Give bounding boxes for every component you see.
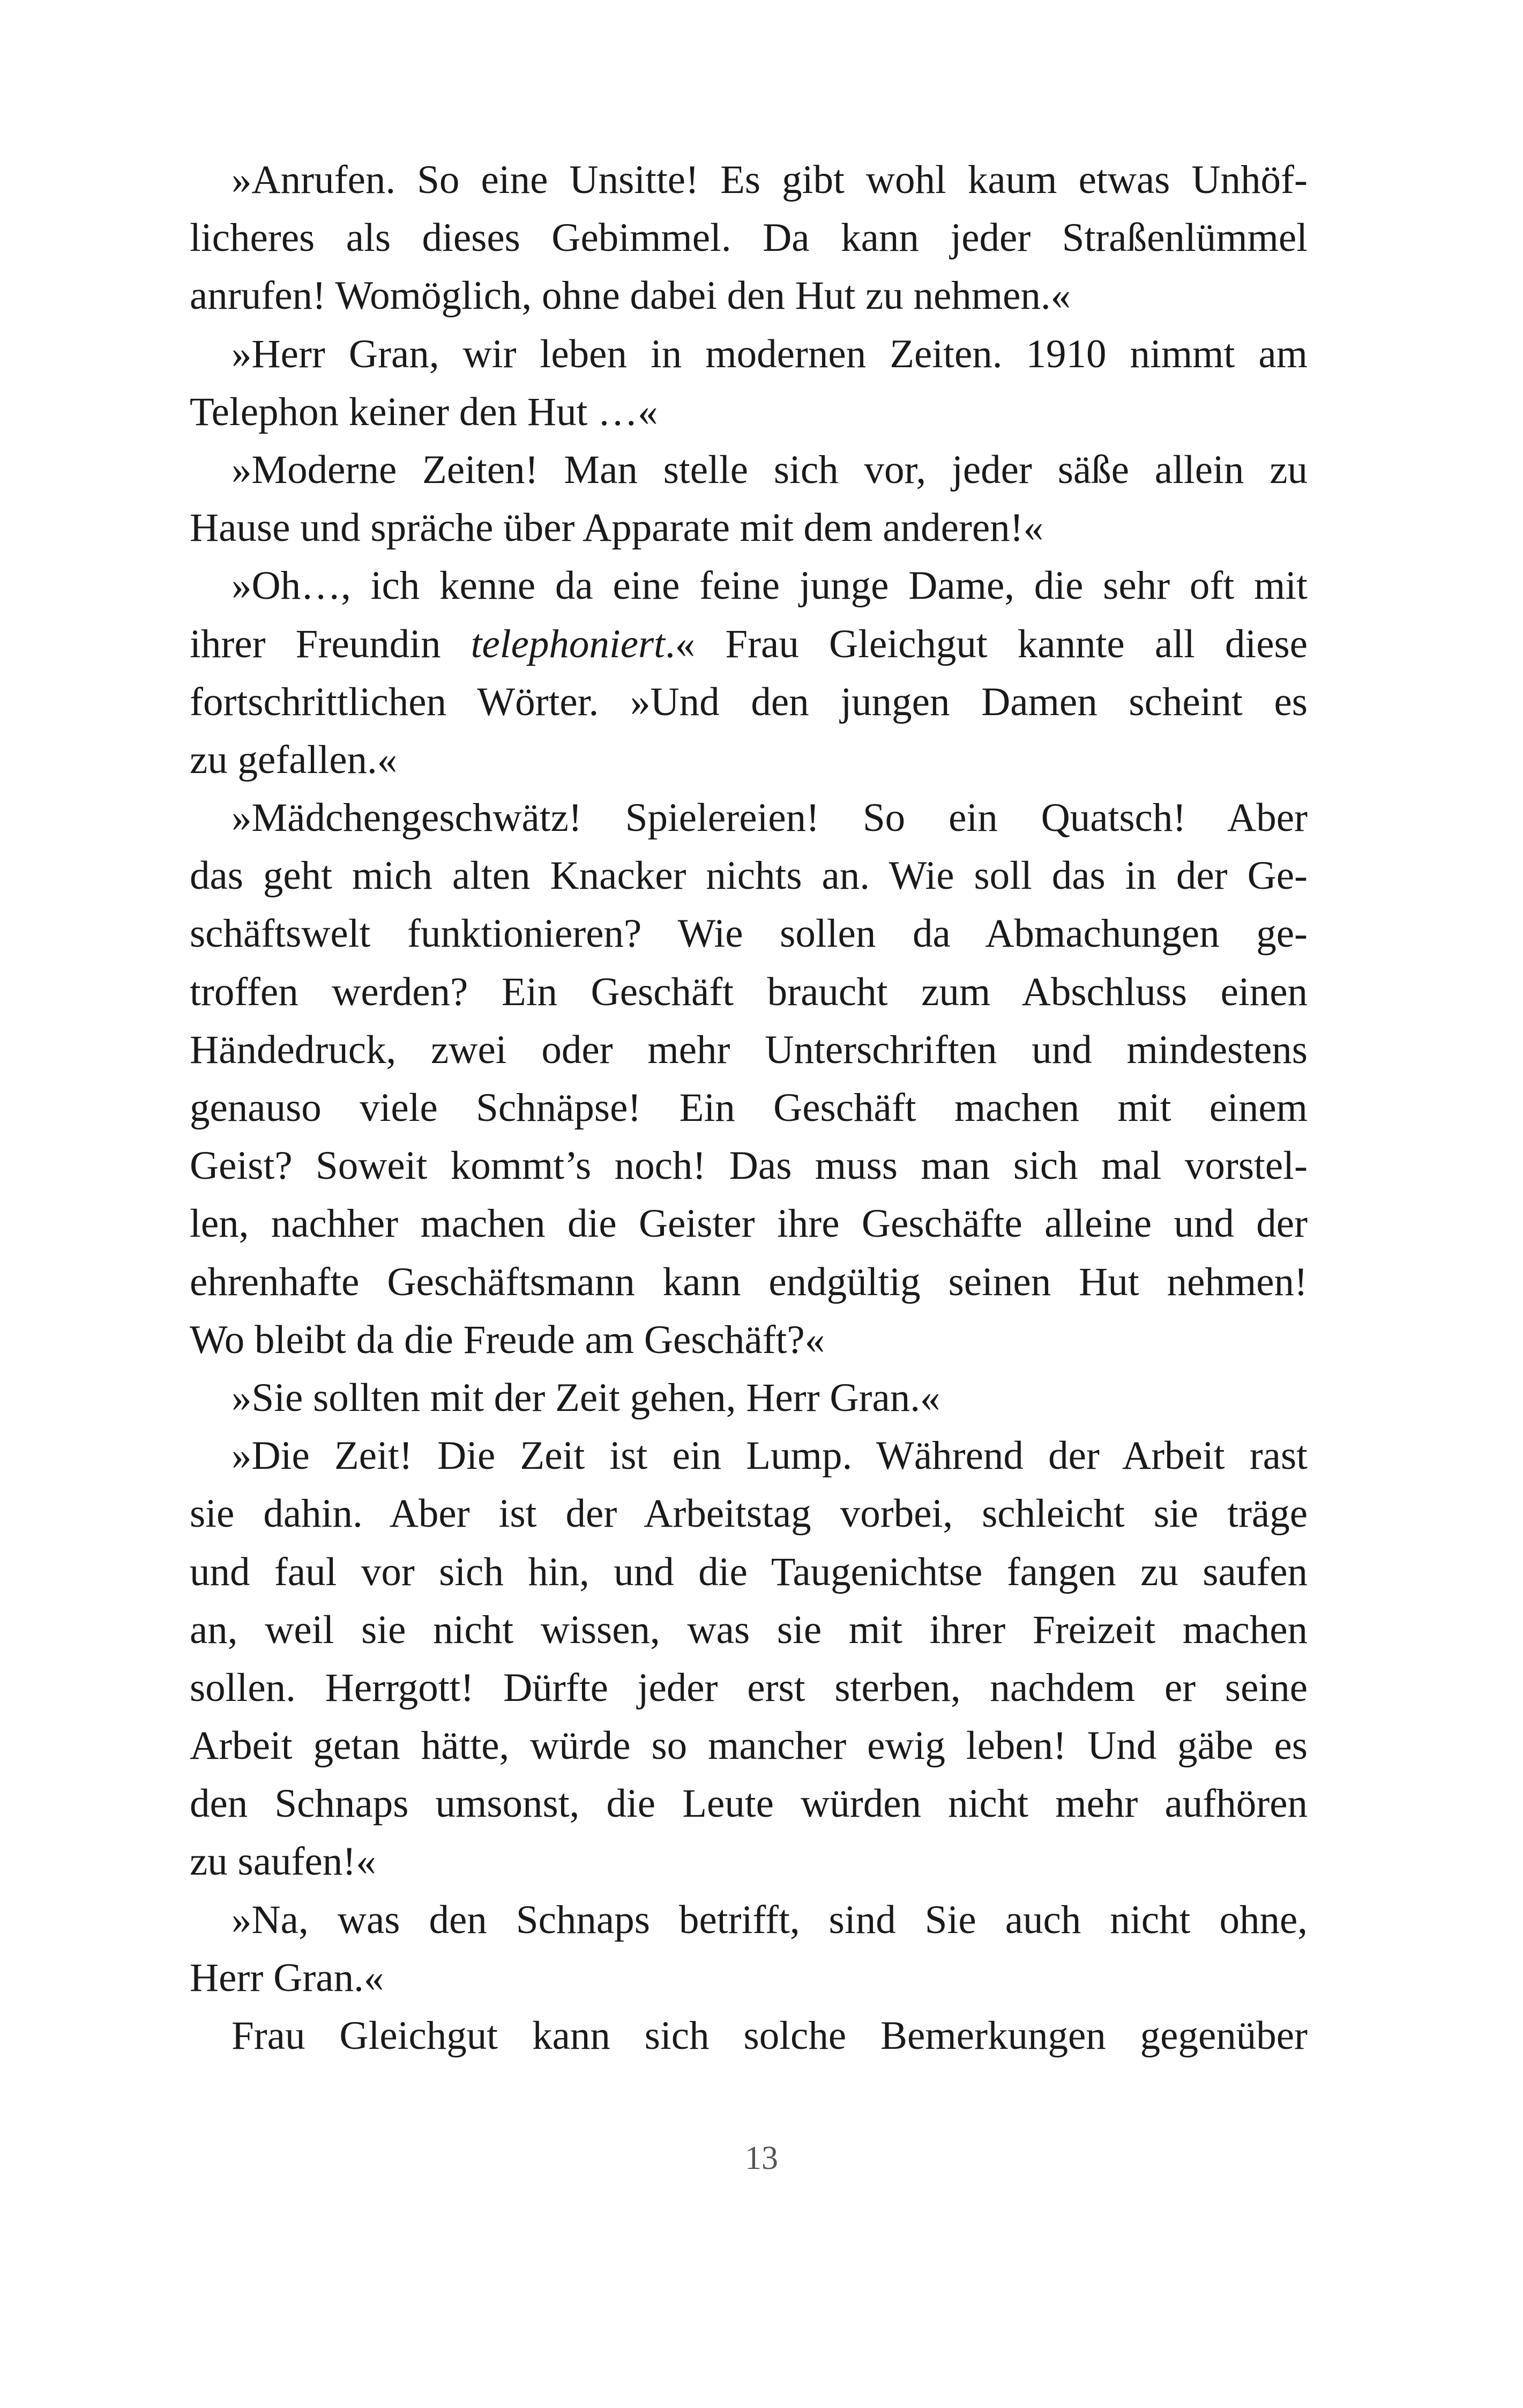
text-line: »Anrufen. So eine Unsitte! Es gibt wohl kaum etwas Unhöf- <box>232 158 1308 202</box>
text-line: Hause und spräche über Apparate mit dem anderen!« <box>190 506 1044 551</box>
text-line: Händedruck, zwei oder mehr Unterschriften und mindestens <box>190 1027 1308 1072</box>
text-line: Geist? Soweit kommt’s noch! Das muss man sich mal vorstel- <box>190 1143 1308 1188</box>
page-number: 13 <box>745 2140 778 2176</box>
text-line: ehrenhafte Geschäftsmann kann endgültig seinen Hut nehmen! <box>190 1259 1308 1304</box>
text-line: Herr Gran.« <box>190 1955 384 2000</box>
text-line: zu gefallen.« <box>190 737 398 782</box>
text-line: Arbeit getan hätte, würde so mancher ewig leben! Und gäbe es <box>190 1723 1308 1768</box>
text-line: len, nachher machen die Geister ihre Geschäfte alleine und der <box>190 1201 1308 1246</box>
text-segment: ihrer Freundin <box>190 621 471 666</box>
text-line: licheres als dieses Gebimmel. Da kann jeder Straßenlümmel <box>190 215 1308 261</box>
text-line: »Mädchengeschwätz! Spielereien! So ein Quatsch! Aber <box>232 796 1308 841</box>
text-line <box>190 615 1308 673</box>
text-line: das geht mich alten Knacker nichts an. Wie soll das in der Ge- <box>190 853 1308 898</box>
text-line: sollen. Herrgott! Dürfte jeder erst sterben, nachdem er seine <box>190 1665 1308 1710</box>
text-line: »Sie sollten mit der Zeit gehen, Herr Gran.« <box>232 1375 940 1420</box>
text-line: an, weil sie nicht wissen, was sie mit ihrer Freizeit machen <box>190 1607 1308 1652</box>
text-line: und faul vor sich hin, und die Taugenichtse fangen zu saufen <box>190 1549 1308 1594</box>
body-text <box>190 151 1308 2065</box>
text-line: sie dahin. Aber ist der Arbeitstag vorbei, schleicht sie träge <box>190 1491 1308 1536</box>
text-line: »Moderne Zeiten! Man stelle sich vor, jeder säße allein zu <box>232 447 1308 492</box>
text-segment: .« Frau Gleichgut kannte all diese <box>665 621 1308 666</box>
text-line: »Die Zeit! Die Zeit ist ein Lump. Während der Arbeit rast <box>232 1433 1308 1478</box>
text-line: Telephon keiner den Hut …« <box>190 389 658 434</box>
text-line: »Herr Gran, wir leben in modernen Zeiten. 1910 nimmt am <box>232 331 1308 376</box>
text-line: Wo bleibt da die Freude am Geschäft?« <box>190 1317 825 1362</box>
text-line: anrufen! Womöglich, ohne dabei den Hut zu nehmen.« <box>190 273 1071 318</box>
text-line: schäftswelt funktionieren? Wie sollen da Abmachungen ge- <box>190 911 1308 956</box>
text-line: fortschrittlichen Wörter. »Und den jungen Damen scheint es <box>190 679 1308 724</box>
text-line: genauso viele Schnäpse! Ein Geschäft machen mit einem <box>190 1086 1308 1130</box>
emphasized-word: telephoniert <box>471 621 666 666</box>
text-line: den Schnaps umsonst, die Leute würden nicht mehr aufhören <box>190 1781 1308 1826</box>
text-line: »Na, was den Schnaps betrifft, sind Sie auch nicht ohne, <box>232 1897 1308 1942</box>
text-line: »Oh…, ich kenne da eine feine junge Dame, die sehr oft mit <box>232 563 1308 608</box>
text-line: Frau Gleichgut kann sich solche Bemerkungen gegenüber <box>232 2013 1308 2058</box>
text-line: zu saufen!« <box>190 1839 376 1884</box>
text-line: troffen werden? Ein Geschäft braucht zum Abschluss einen <box>190 969 1308 1014</box>
